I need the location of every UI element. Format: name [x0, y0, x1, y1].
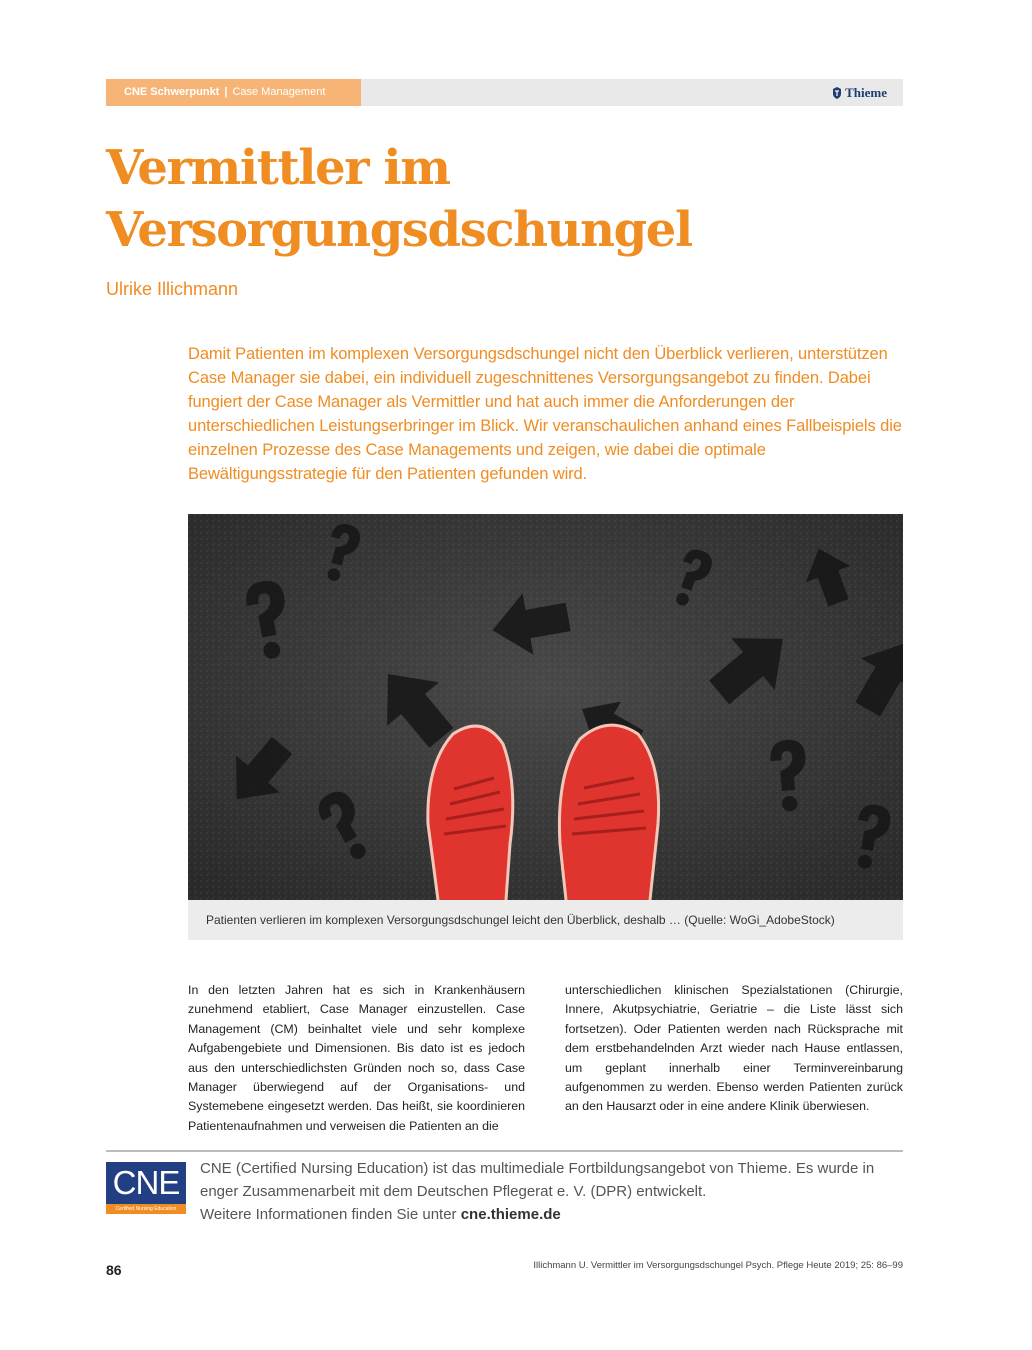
right-shoe — [559, 725, 658, 900]
cne-logo — [106, 1162, 186, 1214]
section-label: CNE Schwerpunkt — [124, 86, 220, 98]
title-line-2: Versorgungsdschungel — [106, 202, 692, 258]
cne-info — [200, 1157, 903, 1226]
section-tag — [106, 79, 361, 106]
asphalt-shoes-illustration — [188, 514, 903, 900]
divider — [106, 1150, 903, 1152]
cne-info-prefix: Weitere Informationen finden Sie unter — [200, 1206, 461, 1223]
title-line-1: Vermittler im — [106, 140, 450, 196]
page-number: 86 — [106, 1262, 122, 1278]
figure-caption: Patienten verlieren im komplexen Versorgungsdschungel leicht den Überblick, deshalb … (Quelle: WoGi_AdobeStock) — [188, 900, 903, 940]
running-header — [106, 79, 903, 106]
topic-label: Case Management — [232, 86, 326, 98]
left-shoe — [428, 726, 513, 900]
publisher-name: Thieme — [845, 84, 887, 100]
cne-logo-text: CNE — [106, 1162, 186, 1204]
article-photo — [188, 514, 903, 900]
body-column-right: unterschiedlichen klinischen Spezialstationen (Chirurgie, Innere, Akutpsychiatrie, Geriatrie – die Liste lässt sich fortsetzen). Oder Patienten werden nach Rücksprache mit dem erstbehandelnden Arzt wieder nach Hause entlassen, um geplant innerhalb einer Terminvereinbarung aufgenommen zu werden. Ebenso werden Patienten zurück an den Hausarzt oder in eine andere Klinik überwiesen. — [565, 983, 903, 1114]
body-column-left: In den letzten Jahren hat es sich in Krankenhäusern zunehmend etabliert, Case Manager einzustellen. Case Management (CM) beinhaltet viele und sehr komplexe Aufgabengebiete und Dimensionen. Bis dato ist es jedoch aus den unterschiedlichsten Gründen noch so, dass Case Manager überwiegend auf der Organisations- und Systemebene eingesetzt werden. Das heißt, sie koordinieren Patientenaufnahmen und verweisen die Patienten an die — [188, 983, 525, 1133]
citation: Illichmann U. Vermittler im Versorgungsdschungel Psych. Pflege Heute 2019; 25: 86–99 — [533, 1260, 903, 1271]
thieme-emblem-icon — [832, 87, 842, 99]
article-title — [106, 137, 886, 261]
cne-link[interactable]: cne.thieme.de — [460, 1206, 561, 1223]
author-name: Ulrike Illichmann — [106, 279, 239, 299]
publisher-logo — [832, 79, 887, 106]
section-separator: | — [224, 86, 228, 98]
cne-logo-subtext: Certified Nursing Education — [106, 1204, 186, 1214]
abstract: Damit Patienten im komplexen Versorgungsdschungel nicht den Überblick verlieren, unterstützen Case Manager sie dabei, ein individuell zugeschnittenes Versorgungsangebot zu finden. Dabei fungiert der Case Manager als Vermittler und hat auch immer die Anforderungen der unterschiedlichen Leistungserbringer im Blick. Wir veranschaulichen anhand eines Fallbeispiels die einzelnen Prozesse des Case Managements und zeigen, wie dabei die optimale Bewältigungsstrategie für den Patienten gefunden wird. — [188, 345, 902, 483]
cne-info-text: CNE (Certified Nursing Education) ist das multimediale Fortbildungsangebot von Thieme. Es wurde in enger Zusammenarbeit mit dem Deutschen Pflegerat e. V. (DPR) entwickelt. — [200, 1160, 875, 1200]
